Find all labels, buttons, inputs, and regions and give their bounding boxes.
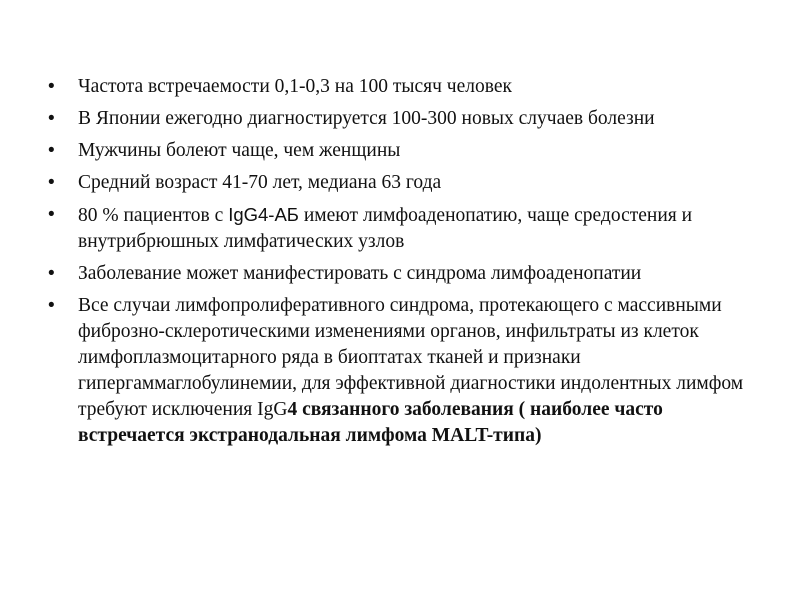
bullet-item-1 [46,74,746,100]
bullet-dot-icon: • [48,295,55,316]
bullet-dot-icon: • [48,76,55,97]
bullet-text: Частота встречаемости 0,1-0,3 на 100 тысяч человек [78,76,512,97]
bullet-dot-icon: • [48,263,55,284]
bullet-item-4 [46,170,746,196]
bullet-item-3 [46,138,746,164]
bullet-dot-icon: • [48,140,55,161]
bullet-text: Все случаи лимфопролиферативного синдрома, протекающего с массивными фиброзно-склеротическими изменениями органов, инфильтраты из клеток лимфоплазмоцитарного ряда в биоптатах тканей и признаки гипергаммаглобулинемии, для эффективной диагностики индолентных лимфом требуют исключения IgG [78,295,744,420]
bullet-dot-icon: • [48,108,55,129]
bullet-bold-text: 4 связанного заболевания ( наиболее часто встречается экстранодальная лимфома MALT-типа) [78,399,663,446]
bullet-text-prefix: 80 % пациентов с [78,205,229,226]
bullet-item-5 [46,202,746,255]
bullet-text-suffix: имеют лимфоаденопатию, чаще средостения и внутрибрюшных лимфатических узлов [78,205,693,252]
bullet-item-7 [46,293,746,449]
bullet-item-6 [46,261,746,287]
bullet-text: Средний возраст 41-70 лет, медиана 63 года [78,172,442,193]
bullet-dot-icon: • [48,172,55,193]
igg4-ab-term: IgG4-АБ [228,204,299,225]
bullet-list [46,74,746,455]
bullet-text: В Японии ежегодно диагностируется 100-300 новых случаев болезни [78,108,655,129]
bullet-dot-icon: • [48,204,55,225]
bullet-text: Заболевание может манифестировать с синдрома лимфоаденопатии [78,263,642,284]
bullet-item-2 [46,106,746,132]
bullet-text: Мужчины болеют чаще, чем женщины [78,140,401,161]
